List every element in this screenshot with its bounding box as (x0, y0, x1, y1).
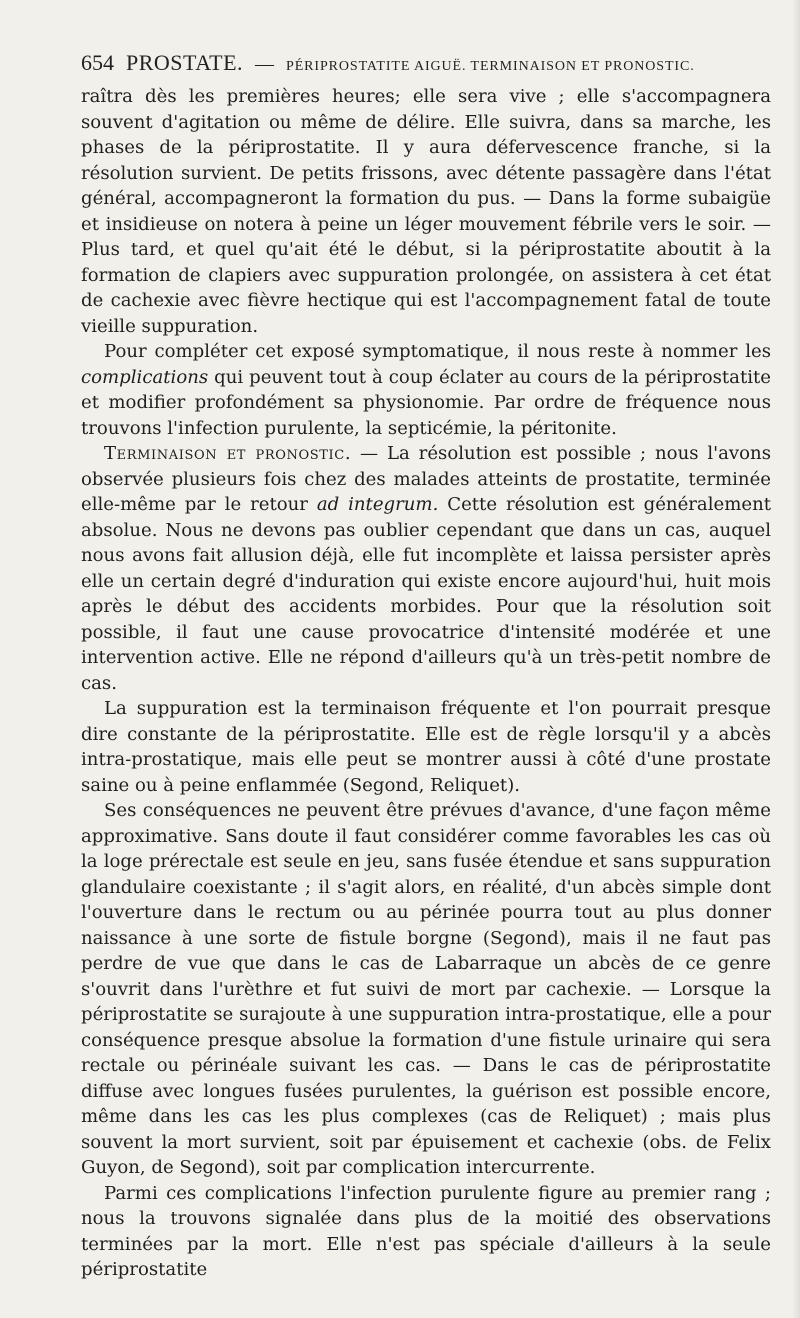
paragraph-text: Cette résolution est généralement absolue. Nous ne devons pas oublier cependant que dans un cas, auquel nous avons fait allusion déjà, elle fut incomplète et laissa persister après elle un certain degré d'induration qui existe encore aujourd'hui, huit mois après le début des accidents morbides. Pour que la résolution soit possible, il faut une cause provocatrice d'intensité modérée et une intervention active. Elle ne répond d'ailleurs qu'à un très-petit nombre de cas. (81, 494, 771, 694)
running-title: PROSTATE. (126, 50, 244, 75)
paragraph-text: raîtra dès les premières heures; elle sera vive ; elle s'accompagnera souvent d'agitation ou même de délire. Elle suivra, dans sa marche, les phases de la périprostatite. Il y aura défervescence franche, si la résolution survient. De petits frissons, avec détente passagère dans l'état général, accompagneront la formation du pus. — Dans la forme subaigüe et insidieuse on notera à peine un léger mouvement fébrile vers le soir. — Plus tard, et quel qu'ait été le début, si la périprostatite aboutit à la formation de clapiers avec suppuration prolongée, on assistera à cet état de cachexie avec fièvre hectique qui est l'accompagnement fatal de toute vieille suppuration. (81, 86, 771, 337)
paragraph-text: Parmi ces complications l'infection purulente figure au premier rang ; nous la trouvons signalée dans plus de la moitié des observations terminées par la mort. Elle n'est pas spéciale d'ailleurs à la seule périprostatite (81, 1182, 771, 1280)
italic-term: ad integrum. (316, 494, 439, 515)
paragraph-infection (81, 1181, 771, 1283)
running-subtitle: PÉRIPROSTATITE AIGUË. TERMINAISON ET PRONOSTIC. (286, 59, 695, 74)
scan-shadow (792, 0, 800, 1318)
page-number: 654 (81, 50, 114, 75)
italic-term: complications (81, 366, 209, 388)
paragraph-text: La suppuration est la terminaison fréquente et l'on pourrait presque dire constante de la périprostatite. Elle est de règle lorsqu'il y a abcès intra-prostatique, mais elle peut se montrer aussi à côté d'une prostate saine ou à peine enflammée (Segond, Reliquet). (81, 698, 771, 796)
paragraph-complications (81, 339, 771, 441)
paragraph-text: Pour compléter cet exposé symptomatique, il nous reste à nommer les (104, 341, 771, 362)
paragraph-terminaison (81, 441, 771, 696)
body-text (81, 84, 771, 1283)
section-run-in-heading: Terminaison et pronostic. (104, 443, 352, 464)
paragraph-text: Ses conséquences ne peuvent être prévues d'avance, d'une façon même approximative. Sans doute il faut considérer comme favorables les cas où la loge prérectale est seule en jeu, sans fusée étendue et sans suppuration glandulaire coexistante ; il s'agit alors, en réalité, d'un abcès simple dont l'ouverture dans le rectum ou au périnée pourra tout au plus donner naissance à une sorte de fistule borgne (Segond), mais il ne faut pas perdre de vue que dans le cas de Labarraque un abcès de ce genre s'ouvrit dans l'urèthre et fut suivi de mort par cachexie. — Lorsque la périprostatite se surajoute à une suppuration intra-prostatique, elle a pour conséquence presque absolue la formation d'une fistule urinaire qui sera rectale ou périnéale suivant les cas. — Dans le cas de périprostatite diffuse avec longues fusées purulentes, la guérison est possible encore, même dans les cas les plus complexes (cas de Reliquet) ; mais plus souvent la mort survient, soit par épuisement et cachexie (obs. de Felix Guyon, de Segond), soit par complication intercurrente. (81, 800, 771, 1178)
paragraph-suppuration (81, 696, 771, 798)
paragraph-continuation (81, 84, 771, 339)
paragraph-consequences (81, 798, 771, 1181)
running-header (81, 50, 770, 84)
paragraph-text: qui peuvent tout à coup éclater au cours de la périprostatite et modifier profondément sa physionomie. Par ordre de fréquence nous trouvons l'infection purulente, la septicémie, la péritonite. (81, 366, 771, 439)
header-dash: — (255, 54, 275, 75)
paragraph-text: — La résolution est possible ; nous l'avons observée plusieurs fois chez des malades atteints de prostatite, terminée elle-même par le retour (81, 443, 771, 515)
